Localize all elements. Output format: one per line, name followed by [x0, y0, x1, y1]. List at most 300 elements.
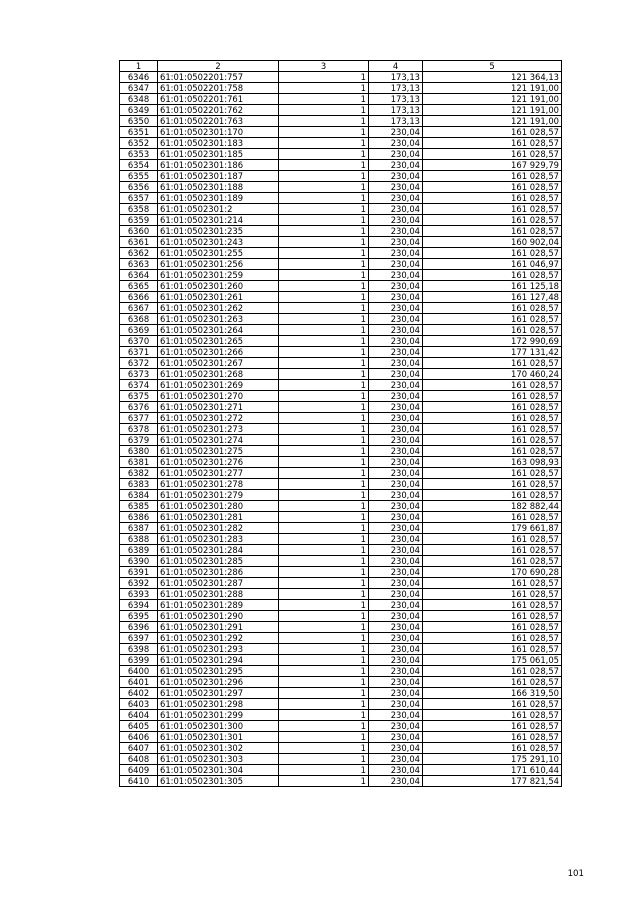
area-cell: 230,04	[369, 325, 423, 336]
row-number-cell: 6347	[120, 83, 158, 94]
row-number-cell: 6355	[120, 171, 158, 182]
value-cell: 161 028,57	[423, 589, 562, 600]
area-cell: 230,04	[369, 633, 423, 644]
row-number-cell: 6375	[120, 391, 158, 402]
row-number-cell: 6374	[120, 380, 158, 391]
cadastral-number-cell: 61:01:0502301:272	[158, 413, 279, 424]
table-row	[120, 600, 562, 611]
row-number-cell: 6404	[120, 710, 158, 721]
area-cell: 230,04	[369, 732, 423, 743]
quantity-cell: 1	[279, 545, 369, 556]
area-cell: 230,04	[369, 512, 423, 523]
area-cell: 230,04	[369, 358, 423, 369]
cadastral-number-cell: 61:01:0502301:289	[158, 600, 279, 611]
row-number-cell: 6380	[120, 446, 158, 457]
cadastral-number-cell: 61:01:0502301:188	[158, 182, 279, 193]
value-cell: 161 028,57	[423, 512, 562, 523]
row-number-cell: 6393	[120, 589, 158, 600]
value-cell: 161 028,57	[423, 578, 562, 589]
quantity-cell: 1	[279, 501, 369, 512]
row-number-cell: 6389	[120, 545, 158, 556]
area-cell: 230,04	[369, 303, 423, 314]
area-cell: 230,04	[369, 336, 423, 347]
value-cell: 161 028,57	[423, 545, 562, 556]
table-row	[120, 215, 562, 226]
table-row	[120, 666, 562, 677]
cadastral-number-cell: 61:01:0502301:275	[158, 446, 279, 457]
area-cell: 230,04	[369, 490, 423, 501]
value-cell: 161 028,57	[423, 611, 562, 622]
table-row	[120, 545, 562, 556]
row-number-cell: 6357	[120, 193, 158, 204]
quantity-cell: 1	[279, 226, 369, 237]
quantity-cell: 1	[279, 710, 369, 721]
area-cell: 230,04	[369, 182, 423, 193]
row-number-cell: 6353	[120, 149, 158, 160]
cadastral-number-cell: 61:01:0502301:293	[158, 644, 279, 655]
row-number-cell: 6369	[120, 325, 158, 336]
area-cell: 230,04	[369, 215, 423, 226]
row-number-cell: 6397	[120, 633, 158, 644]
row-number-cell: 6356	[120, 182, 158, 193]
area-cell: 173,13	[369, 72, 423, 83]
cadastral-number-cell: 61:01:0502301:292	[158, 633, 279, 644]
cadastral-number-cell: 61:01:0502301:265	[158, 336, 279, 347]
area-cell: 173,13	[369, 116, 423, 127]
row-number-cell: 6354	[120, 160, 158, 171]
cadastral-number-cell: 61:01:0502301:243	[158, 237, 279, 248]
cadastral-number-cell: 61:01:0502301:299	[158, 710, 279, 721]
quantity-cell: 1	[279, 182, 369, 193]
quantity-cell: 1	[279, 633, 369, 644]
cadastral-number-cell: 61:01:0502301:259	[158, 270, 279, 281]
quantity-cell: 1	[279, 83, 369, 94]
cadastral-number-cell: 61:01:0502301:286	[158, 567, 279, 578]
quantity-cell: 1	[279, 325, 369, 336]
area-cell: 230,04	[369, 765, 423, 776]
quantity-cell: 1	[279, 600, 369, 611]
table-row	[120, 435, 562, 446]
area-cell: 230,04	[369, 721, 423, 732]
table-row	[120, 655, 562, 666]
value-cell: 161 028,57	[423, 435, 562, 446]
value-cell: 161 028,57	[423, 270, 562, 281]
area-cell: 230,04	[369, 281, 423, 292]
value-cell: 161 028,57	[423, 413, 562, 424]
area-cell: 230,04	[369, 600, 423, 611]
area-cell: 230,04	[369, 501, 423, 512]
cadastral-number-cell: 61:01:0502301:295	[158, 666, 279, 677]
row-number-cell: 6379	[120, 435, 158, 446]
value-cell: 161 028,57	[423, 402, 562, 413]
cadastral-number-cell: 61:01:0502301:183	[158, 138, 279, 149]
value-cell: 121 191,00	[423, 83, 562, 94]
table-row	[120, 358, 562, 369]
value-cell: 161 028,57	[423, 215, 562, 226]
row-number-cell: 6408	[120, 754, 158, 765]
value-cell: 175 291,10	[423, 754, 562, 765]
cadastral-number-cell: 61:01:0502301:305	[158, 776, 279, 787]
quantity-cell: 1	[279, 116, 369, 127]
row-number-cell: 6346	[120, 72, 158, 83]
cadastral-number-cell: 61:01:0502301:291	[158, 622, 279, 633]
row-number-cell: 6405	[120, 721, 158, 732]
quantity-cell: 1	[279, 435, 369, 446]
quantity-cell: 1	[279, 732, 369, 743]
quantity-cell: 1	[279, 765, 369, 776]
quantity-cell: 1	[279, 721, 369, 732]
row-number-cell: 6396	[120, 622, 158, 633]
quantity-cell: 1	[279, 347, 369, 358]
cadastral-number-cell: 61:01:0502301:264	[158, 325, 279, 336]
quantity-cell: 1	[279, 237, 369, 248]
value-cell: 161 028,57	[423, 534, 562, 545]
cadastral-number-cell: 61:01:0502201:757	[158, 72, 279, 83]
quantity-cell: 1	[279, 391, 369, 402]
cadastral-number-cell: 61:01:0502301:273	[158, 424, 279, 435]
row-number-cell: 6395	[120, 611, 158, 622]
table-row	[120, 479, 562, 490]
value-cell: 161 028,57	[423, 468, 562, 479]
quantity-cell: 1	[279, 292, 369, 303]
quantity-cell: 1	[279, 754, 369, 765]
cadastral-number-cell: 61:01:0502301:262	[158, 303, 279, 314]
cadastral-number-cell: 61:01:0502301:287	[158, 578, 279, 589]
quantity-cell: 1	[279, 204, 369, 215]
value-cell: 171 610,44	[423, 765, 562, 776]
area-cell: 230,04	[369, 259, 423, 270]
table-row	[120, 105, 562, 116]
value-cell: 161 028,57	[423, 699, 562, 710]
table-row	[120, 644, 562, 655]
quantity-cell: 1	[279, 336, 369, 347]
value-cell: 161 028,57	[423, 127, 562, 138]
cadastral-number-cell: 61:01:0502301:285	[158, 556, 279, 567]
row-number-cell: 6381	[120, 457, 158, 468]
table-row	[120, 589, 562, 600]
quantity-cell: 1	[279, 743, 369, 754]
value-cell: 161 028,57	[423, 490, 562, 501]
cadastral-number-cell: 61:01:0502301:266	[158, 347, 279, 358]
row-number-cell: 6372	[120, 358, 158, 369]
quantity-cell: 1	[279, 281, 369, 292]
table-row	[120, 754, 562, 765]
cadastral-number-cell: 61:01:0502301:302	[158, 743, 279, 754]
value-cell: 161 028,57	[423, 732, 562, 743]
row-number-cell: 6407	[120, 743, 158, 754]
cadastral-number-cell: 61:01:0502301:280	[158, 501, 279, 512]
row-number-cell: 6391	[120, 567, 158, 578]
value-cell: 177 131,42	[423, 347, 562, 358]
value-cell: 161 028,57	[423, 204, 562, 215]
value-cell: 161 028,57	[423, 556, 562, 567]
area-cell: 230,04	[369, 193, 423, 204]
quantity-cell: 1	[279, 149, 369, 160]
cadastral-number-cell: 61:01:0502301:186	[158, 160, 279, 171]
value-cell: 161 028,57	[423, 600, 562, 611]
area-cell: 230,04	[369, 655, 423, 666]
row-number-cell: 6370	[120, 336, 158, 347]
quantity-cell: 1	[279, 677, 369, 688]
quantity-cell: 1	[279, 193, 369, 204]
area-cell: 230,04	[369, 710, 423, 721]
row-number-cell: 6383	[120, 479, 158, 490]
quantity-cell: 1	[279, 138, 369, 149]
table-row	[120, 380, 562, 391]
row-number-cell: 6367	[120, 303, 158, 314]
cadastral-number-cell: 61:01:0502301:296	[158, 677, 279, 688]
cadastral-number-cell: 61:01:0502301:187	[158, 171, 279, 182]
value-cell: 161 125,18	[423, 281, 562, 292]
table-row	[120, 160, 562, 171]
row-number-cell: 6349	[120, 105, 158, 116]
value-cell: 161 028,57	[423, 424, 562, 435]
value-cell: 161 028,57	[423, 446, 562, 457]
cadastral-number-cell: 61:01:0502301:269	[158, 380, 279, 391]
value-cell: 161 028,57	[423, 303, 562, 314]
table-row	[120, 512, 562, 523]
value-cell: 161 046,97	[423, 259, 562, 270]
cadastral-number-cell: 61:01:0502301:2	[158, 204, 279, 215]
row-number-cell: 6385	[120, 501, 158, 512]
quantity-cell: 1	[279, 259, 369, 270]
quantity-cell: 1	[279, 303, 369, 314]
cadastral-number-cell: 61:01:0502301:267	[158, 358, 279, 369]
area-cell: 230,04	[369, 611, 423, 622]
table-row	[120, 226, 562, 237]
quantity-cell: 1	[279, 578, 369, 589]
cadastral-number-cell: 61:01:0502301:279	[158, 490, 279, 501]
table-row	[120, 457, 562, 468]
area-cell: 230,04	[369, 776, 423, 787]
table-row	[120, 193, 562, 204]
area-cell: 230,04	[369, 292, 423, 303]
table-body	[120, 72, 562, 787]
table-row	[120, 248, 562, 259]
table-row	[120, 149, 562, 160]
quantity-cell: 1	[279, 556, 369, 567]
value-cell: 163 098,93	[423, 457, 562, 468]
area-cell: 230,04	[369, 556, 423, 567]
area-cell: 230,04	[369, 314, 423, 325]
value-cell: 121 191,00	[423, 105, 562, 116]
table-row	[120, 94, 562, 105]
cadastral-number-cell: 61:01:0502301:288	[158, 589, 279, 600]
row-number-cell: 6351	[120, 127, 158, 138]
value-cell: 170 460,24	[423, 369, 562, 380]
row-number-cell: 6392	[120, 578, 158, 589]
quantity-cell: 1	[279, 523, 369, 534]
table-row	[120, 413, 562, 424]
quantity-cell: 1	[279, 215, 369, 226]
table-row	[120, 578, 562, 589]
row-number-cell: 6402	[120, 688, 158, 699]
area-cell: 230,04	[369, 644, 423, 655]
row-number-cell: 6371	[120, 347, 158, 358]
table-row	[120, 468, 562, 479]
cadastral-number-cell: 61:01:0502301:303	[158, 754, 279, 765]
cadastral-number-cell: 61:01:0502301:297	[158, 688, 279, 699]
value-cell: 161 028,57	[423, 138, 562, 149]
table-row	[120, 402, 562, 413]
quantity-cell: 1	[279, 380, 369, 391]
value-cell: 121 191,00	[423, 116, 562, 127]
area-cell: 230,04	[369, 138, 423, 149]
table-row	[120, 611, 562, 622]
area-cell: 230,04	[369, 149, 423, 160]
area-cell: 230,04	[369, 743, 423, 754]
area-cell: 173,13	[369, 105, 423, 116]
page-number: 101	[567, 869, 584, 879]
area-cell: 173,13	[369, 83, 423, 94]
table-row	[120, 259, 562, 270]
quantity-cell: 1	[279, 589, 369, 600]
value-cell: 161 028,57	[423, 633, 562, 644]
table-row	[120, 116, 562, 127]
row-number-cell: 6366	[120, 292, 158, 303]
cadastral-number-cell: 61:01:0502301:277	[158, 468, 279, 479]
value-cell: 121 191,00	[423, 94, 562, 105]
column-header-2: 2	[158, 61, 279, 72]
area-cell: 230,04	[369, 534, 423, 545]
row-number-cell: 6398	[120, 644, 158, 655]
table-row	[120, 292, 562, 303]
area-cell: 230,04	[369, 402, 423, 413]
area-cell: 230,04	[369, 435, 423, 446]
table-row	[120, 270, 562, 281]
cadastral-number-cell: 61:01:0502301:294	[158, 655, 279, 666]
area-cell: 230,04	[369, 589, 423, 600]
cadastral-number-cell: 61:01:0502301:283	[158, 534, 279, 545]
area-cell: 230,04	[369, 457, 423, 468]
cadastral-number-cell: 61:01:0502301:170	[158, 127, 279, 138]
cadastral-number-cell: 61:01:0502301:304	[158, 765, 279, 776]
quantity-cell: 1	[279, 160, 369, 171]
quantity-cell: 1	[279, 369, 369, 380]
row-number-cell: 6403	[120, 699, 158, 710]
quantity-cell: 1	[279, 94, 369, 105]
cadastral-number-cell: 61:01:0502301:235	[158, 226, 279, 237]
cadastral-number-cell: 61:01:0502301:185	[158, 149, 279, 160]
row-number-cell: 6401	[120, 677, 158, 688]
value-cell: 121 364,13	[423, 72, 562, 83]
value-cell: 166 319,50	[423, 688, 562, 699]
value-cell: 161 028,57	[423, 226, 562, 237]
row-number-cell: 6364	[120, 270, 158, 281]
row-number-cell: 6365	[120, 281, 158, 292]
column-header-1: 1	[120, 61, 158, 72]
row-number-cell: 6386	[120, 512, 158, 523]
area-cell: 230,04	[369, 226, 423, 237]
row-number-cell: 6361	[120, 237, 158, 248]
area-cell: 230,04	[369, 578, 423, 589]
quantity-cell: 1	[279, 457, 369, 468]
cadastral-number-cell: 61:01:0502301:268	[158, 369, 279, 380]
row-number-cell: 6359	[120, 215, 158, 226]
table-row	[120, 633, 562, 644]
row-number-cell: 6382	[120, 468, 158, 479]
area-cell: 230,04	[369, 380, 423, 391]
cadastral-number-cell: 61:01:0502301:261	[158, 292, 279, 303]
area-cell: 230,04	[369, 424, 423, 435]
row-number-cell: 6363	[120, 259, 158, 270]
area-cell: 230,04	[369, 248, 423, 259]
quantity-cell: 1	[279, 567, 369, 578]
table-row	[120, 743, 562, 754]
row-number-cell: 6400	[120, 666, 158, 677]
area-cell: 230,04	[369, 754, 423, 765]
area-cell: 230,04	[369, 446, 423, 457]
value-cell: 179 661,87	[423, 523, 562, 534]
row-number-cell: 6358	[120, 204, 158, 215]
table-row	[120, 369, 562, 380]
cadastral-number-cell: 61:01:0502301:282	[158, 523, 279, 534]
quantity-cell: 1	[279, 413, 369, 424]
table-row	[120, 336, 562, 347]
table-row	[120, 765, 562, 776]
value-cell: 161 028,57	[423, 479, 562, 490]
value-cell: 161 028,57	[423, 149, 562, 160]
row-number-cell: 6399	[120, 655, 158, 666]
area-cell: 230,04	[369, 666, 423, 677]
quantity-cell: 1	[279, 490, 369, 501]
value-cell: 177 821,54	[423, 776, 562, 787]
row-number-cell: 6368	[120, 314, 158, 325]
table-row	[120, 699, 562, 710]
cadastral-number-cell: 61:01:0502201:762	[158, 105, 279, 116]
row-number-cell: 6378	[120, 424, 158, 435]
value-cell: 161 028,57	[423, 325, 562, 336]
quantity-cell: 1	[279, 611, 369, 622]
row-number-cell: 6360	[120, 226, 158, 237]
row-number-cell: 6390	[120, 556, 158, 567]
quantity-cell: 1	[279, 446, 369, 457]
table-row	[120, 688, 562, 699]
area-cell: 230,04	[369, 204, 423, 215]
quantity-cell: 1	[279, 666, 369, 677]
cadastral-number-cell: 61:01:0502301:255	[158, 248, 279, 259]
row-number-cell: 6384	[120, 490, 158, 501]
value-cell: 161 028,57	[423, 391, 562, 402]
cadastral-number-cell: 61:01:0502301:214	[158, 215, 279, 226]
value-cell: 170 690,28	[423, 567, 562, 578]
value-cell: 161 028,57	[423, 314, 562, 325]
row-number-cell: 6350	[120, 116, 158, 127]
quantity-cell: 1	[279, 776, 369, 787]
table-row	[120, 721, 562, 732]
header-row	[120, 61, 562, 72]
table-row	[120, 677, 562, 688]
row-number-cell: 6388	[120, 534, 158, 545]
table-row	[120, 534, 562, 545]
area-cell: 230,04	[369, 677, 423, 688]
cadastral-number-cell: 61:01:0502301:274	[158, 435, 279, 446]
value-cell: 161 028,57	[423, 380, 562, 391]
area-cell: 230,04	[369, 688, 423, 699]
area-cell: 230,04	[369, 413, 423, 424]
table-row	[120, 776, 562, 787]
column-header-3: 3	[279, 61, 369, 72]
area-cell: 230,04	[369, 567, 423, 578]
row-number-cell: 6387	[120, 523, 158, 534]
area-cell: 230,04	[369, 479, 423, 490]
quantity-cell: 1	[279, 127, 369, 138]
cadastral-number-cell: 61:01:0502301:300	[158, 721, 279, 732]
value-cell: 161 127,48	[423, 292, 562, 303]
quantity-cell: 1	[279, 512, 369, 523]
table-row	[120, 171, 562, 182]
cadastral-number-cell: 61:01:0502301:270	[158, 391, 279, 402]
